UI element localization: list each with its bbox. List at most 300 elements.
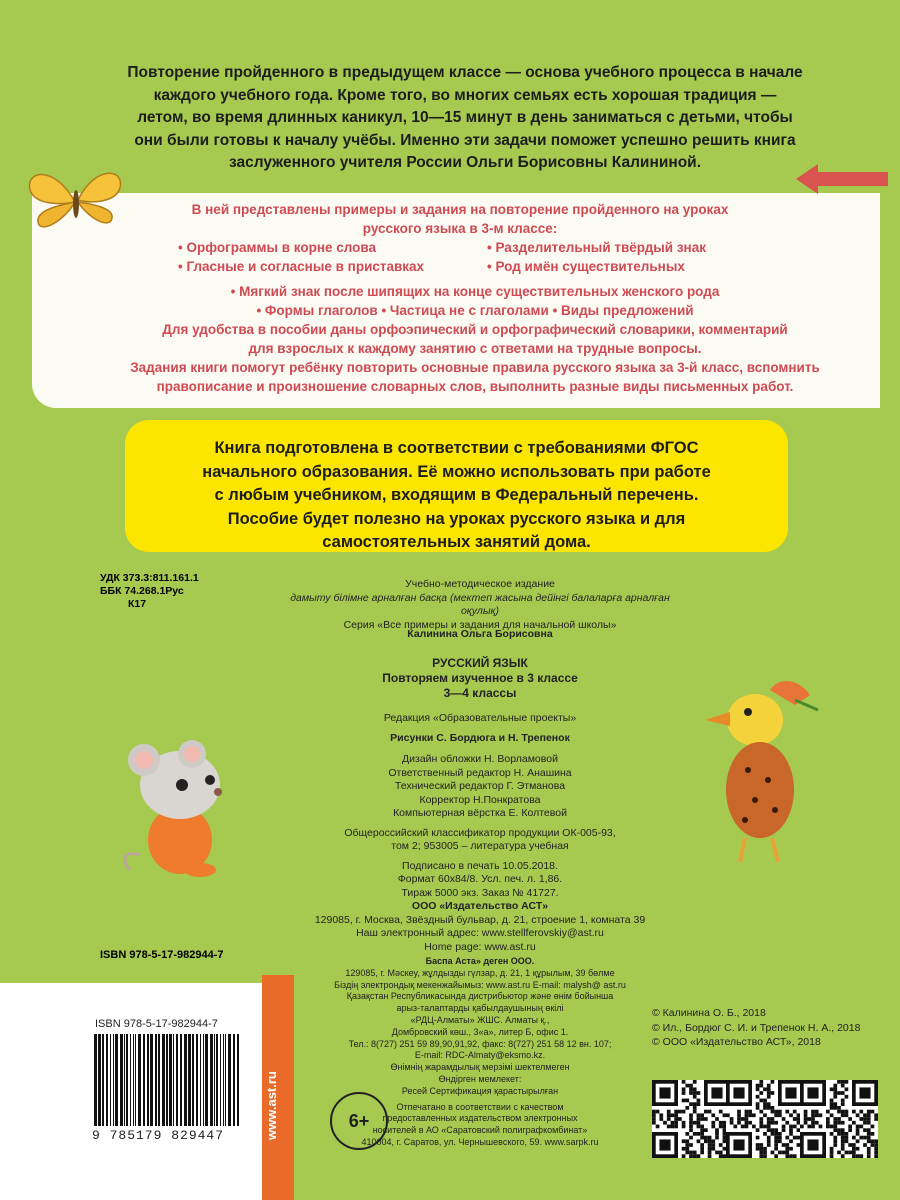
qr-module: [663, 1121, 667, 1125]
qr-module: [674, 1110, 678, 1114]
qr-module: [767, 1087, 771, 1091]
contents-intro-line: русского языка в 3-м классе:: [362, 221, 558, 236]
qr-module: [685, 1139, 689, 1143]
qr-module: [863, 1136, 867, 1140]
qr-module: [700, 1125, 704, 1129]
qr-module: [793, 1125, 797, 1129]
qr-module: [767, 1125, 771, 1129]
qr-module: [771, 1091, 775, 1095]
qr-module: [774, 1136, 778, 1140]
qr-module: [804, 1110, 808, 1114]
barcode-bar: [220, 1034, 221, 1126]
kz-line: Домбровский көш., 3«а», литер Б, офис 1.: [391, 1026, 569, 1037]
qr-module: [693, 1151, 697, 1155]
qr-module: [737, 1113, 741, 1117]
qr-module: [811, 1121, 815, 1125]
qr-module: [682, 1154, 686, 1158]
qr-module: [830, 1151, 834, 1155]
qr-module: [737, 1117, 741, 1121]
qr-module: [715, 1128, 719, 1132]
qr-module: [841, 1143, 845, 1147]
fgos-line: Книга подготовлена в соответствии с требованиями ФГОС: [214, 439, 699, 457]
qr-module: [748, 1113, 752, 1117]
contents-line: Задания книги помогут ребёнку повторить основные правила русского языка за 3-й класс, вспомнить: [130, 360, 820, 375]
barcode-bar: [130, 1034, 131, 1126]
qr-module: [708, 1143, 712, 1147]
kz-line: Біздің электрондық мекенжайымыз: www.ast.ru E-mail: malysh@ ast.ru: [334, 979, 626, 990]
qr-module: [759, 1154, 763, 1158]
qr-module: [841, 1080, 845, 1084]
intro-line: каждого учебного года. Кроме того, во многих семьях есть хорошая традиция —: [153, 86, 777, 104]
qr-module: [789, 1125, 793, 1129]
qr-module: [767, 1091, 771, 1095]
credit-line: Технический редактор Г. Этманова: [394, 780, 566, 792]
qr-module: [711, 1125, 715, 1129]
qr-module: [759, 1151, 763, 1155]
barcode-bar: [196, 1034, 198, 1126]
qr-module: [685, 1151, 689, 1155]
qr-module: [685, 1106, 689, 1110]
qr-module: [848, 1143, 852, 1147]
qr-module: [874, 1143, 878, 1147]
qr-module: [689, 1084, 693, 1088]
topics-right: [487, 238, 706, 276]
barcode-bar: [133, 1034, 134, 1126]
qr-module: [830, 1113, 834, 1117]
qr-module: [774, 1147, 778, 1151]
qr-module: [848, 1125, 852, 1129]
qr-module: [685, 1099, 689, 1103]
qr-module: [830, 1154, 834, 1158]
qr-module: [819, 1125, 823, 1129]
qr-module: [833, 1102, 837, 1106]
qr-module: [782, 1143, 786, 1147]
qr-module: [697, 1132, 701, 1136]
qr-module: [704, 1139, 708, 1143]
contents-line: • Мягкий знак после шипящих на конце существительных женского рода: [230, 284, 720, 299]
isbn-barcode-label: ISBN 978-5-17-982944-7: [95, 1018, 218, 1030]
qr-module: [859, 1136, 863, 1140]
qr-module: [659, 1113, 663, 1117]
qr-module: [830, 1147, 834, 1151]
kz-line: 129085, г. Мәскеу, жұлдызды гүлзар, д. 21, 1 құрылым, 39 бөлме: [345, 967, 615, 978]
qr-module: [841, 1147, 845, 1151]
kz-line: «РДЦ-Алматы» ЖШС. Алматы қ.,: [410, 1014, 550, 1025]
qr-module: [785, 1136, 789, 1140]
qr-module: [830, 1102, 834, 1106]
qr-module: [693, 1106, 697, 1110]
qr-module: [719, 1125, 723, 1129]
qr-module: [811, 1113, 815, 1117]
qr-module: [837, 1121, 841, 1125]
copyright-block: [652, 1006, 860, 1050]
qr-module: [793, 1110, 797, 1114]
qr-module: [767, 1095, 771, 1099]
qr-module: [678, 1110, 682, 1114]
qr-module: [837, 1128, 841, 1132]
qr-module: [763, 1125, 767, 1129]
kz-line: Баспа Аста» деген ООО.: [425, 956, 535, 966]
qr-module: [745, 1125, 749, 1129]
barcode-bar: [135, 1034, 136, 1126]
qr-module: [708, 1139, 712, 1143]
qr-module: [700, 1136, 704, 1140]
qr-module: [689, 1121, 693, 1125]
qr-module: [697, 1154, 701, 1158]
qr-module: [759, 1091, 763, 1095]
qr-module: [693, 1095, 697, 1099]
qr-module: [719, 1110, 723, 1114]
credit-line: Дизайн обложки Н. Ворламовой: [402, 753, 558, 765]
kz-line: предоставленных издательством электронных: [382, 1113, 578, 1124]
qr-module: [771, 1132, 775, 1136]
qr-module: [763, 1132, 767, 1136]
qr-module: [697, 1125, 701, 1129]
qr-module: [704, 1136, 708, 1140]
qr-module: [659, 1117, 663, 1121]
kz-line: Ресей Сертификация қарастырылған: [401, 1085, 559, 1096]
qr-module: [711, 1121, 715, 1125]
qr-module: [711, 1113, 715, 1117]
qr-code-icon[interactable]: [652, 1080, 730, 1158]
qr-module: [685, 1084, 689, 1088]
qr-module: [856, 1125, 860, 1129]
qr-module: [815, 1110, 819, 1114]
qr-module: [652, 1110, 656, 1114]
qr-finder: [785, 1087, 796, 1098]
qr-module: [800, 1125, 804, 1129]
fgos-line: с любым учебником, входящим в Федеральный перечень.: [214, 486, 699, 504]
qr-module: [778, 1113, 782, 1117]
qr-module: [848, 1117, 852, 1121]
fgos-text: [130, 437, 783, 555]
intro-line: заслуженного учителя России Ольги Борисовны Калининой.: [228, 154, 702, 171]
topic-item: • Разделительный твёрдый знак: [487, 240, 706, 255]
qr-finder: [807, 1139, 818, 1150]
qr-module: [700, 1128, 704, 1132]
qr-module: [874, 1113, 878, 1117]
qr-module: [711, 1143, 715, 1147]
qr-module: [778, 1132, 782, 1136]
qr-module: [715, 1132, 719, 1136]
qr-module: [715, 1151, 719, 1155]
arrow-left-icon: [796, 164, 888, 194]
udk-code: УДК 373.3:811.161.1: [100, 572, 199, 584]
qr-module: [708, 1110, 712, 1114]
contents-line: для взрослых к каждому занятию с ответами на трудные вопросы.: [248, 341, 702, 356]
qr-module: [756, 1147, 760, 1151]
qr-module: [682, 1125, 686, 1129]
qr-module: [708, 1154, 712, 1158]
edition-line: Учебно-методическое издание: [405, 578, 555, 590]
qr-module: [752, 1113, 756, 1117]
qr-module: [793, 1154, 797, 1158]
qr-module: [674, 1117, 678, 1121]
copyright-line: © ООО «Издательство АСТ», 2018: [652, 1036, 821, 1048]
credit-line: том 2; 953005 – литература учебная: [391, 840, 569, 852]
qr-module: [697, 1091, 701, 1095]
barcode-bar: [216, 1034, 218, 1126]
barcode-bar: [203, 1034, 204, 1126]
qr-module: [771, 1110, 775, 1114]
qr-module: [774, 1154, 778, 1158]
credit-line: Ответственный редактор Н. Анашина: [388, 766, 572, 779]
qr-module: [793, 1117, 797, 1121]
qr-code-icon[interactable]: [800, 1080, 878, 1158]
publisher-line: 129085, г. Москва, Звёздный бульвар, д. 21, строение 1, комната 39: [314, 913, 646, 926]
qr-module: [667, 1113, 671, 1117]
qr-module: [763, 1106, 767, 1110]
qr-module: [785, 1110, 789, 1114]
qr-module: [767, 1121, 771, 1125]
qr-module: [767, 1128, 771, 1132]
qr-module: [848, 1151, 852, 1155]
qr-module: [837, 1117, 841, 1121]
qr-module: [833, 1121, 837, 1125]
contents-intro: [120, 200, 800, 238]
qr-module: [833, 1091, 837, 1095]
qr-module: [811, 1117, 815, 1121]
qr-module: [841, 1136, 845, 1140]
qr-module: [867, 1154, 871, 1158]
barcode-bar: [180, 1034, 182, 1126]
kz-line: Отпечатано в соответствии с качеством: [396, 1101, 564, 1112]
qr-module: [774, 1121, 778, 1125]
qr-module: [759, 1147, 763, 1151]
intro-line: они были готовы к началу учёбы. Именно эти задачи поможет успешно решить книга: [134, 131, 796, 149]
author-mark: К17: [128, 598, 147, 610]
qr-module: [759, 1084, 763, 1088]
qr-module: [767, 1106, 771, 1110]
qr-module: [745, 1117, 749, 1121]
fgos-line: самостоятельных занятий дома.: [322, 533, 591, 551]
qr-module: [745, 1113, 749, 1117]
qr-finder: [659, 1087, 670, 1098]
qr-module: [689, 1091, 693, 1095]
barcode-bar: [223, 1034, 224, 1126]
qr-module: [837, 1151, 841, 1155]
kz-line: E-mail: RDC-Almaty@eksmo.kz.: [414, 1050, 546, 1061]
qr-module: [719, 1121, 723, 1125]
qr-finder: [711, 1087, 722, 1098]
qr-module: [841, 1154, 845, 1158]
qr-module: [763, 1147, 767, 1151]
qr-module: [833, 1095, 837, 1099]
qr-module: [841, 1091, 845, 1095]
edition-line: дамыту білімне арналған басқа (мектеп жасына дейінгі балаларға арналған оқулық): [290, 591, 670, 617]
qr-module: [856, 1139, 860, 1143]
qr-module: [789, 1147, 793, 1151]
qr-module: [830, 1099, 834, 1103]
barcode-bar: [143, 1034, 145, 1126]
qr-module: [841, 1132, 845, 1136]
qr-module: [682, 1087, 686, 1091]
credits: [270, 712, 690, 900]
qr-module: [689, 1151, 693, 1155]
qr-module: [867, 1113, 871, 1117]
barcode-bar: [94, 1034, 97, 1126]
qr-module: [652, 1121, 656, 1125]
qr-module: [778, 1139, 782, 1143]
qr-module: [682, 1110, 686, 1114]
qr-module: [826, 1117, 830, 1121]
qr-module: [841, 1110, 845, 1114]
qr-module: [867, 1121, 871, 1125]
qr-module: [652, 1117, 656, 1121]
barcode-bar: [166, 1034, 168, 1126]
qr-module: [693, 1091, 697, 1095]
publisher-line: Home page: www.ast.ru: [424, 940, 536, 953]
credit-line: Общероссийский классификатор продукции ОК-005-93,: [344, 826, 616, 839]
isbn-main: ISBN 978-5-17-982944-7: [100, 949, 224, 961]
kz-line: Тел.: 8(727) 251 59 89,90,91,92, факс: 8(727) 251 58 12 вн. 107;: [348, 1038, 612, 1049]
qr-module: [841, 1102, 845, 1106]
intro-line: летом, во время длинных каникул, 10—15 минут в день заниматься с детьми, чтобы: [137, 109, 793, 126]
qr-module: [778, 1110, 782, 1114]
qr-module: [867, 1128, 871, 1132]
contents-description: [95, 282, 855, 396]
publisher-line: Наш электронный адрес: www.stellferovskiy@ast.ru: [356, 927, 604, 939]
qr-module: [737, 1110, 741, 1114]
qr-module: [774, 1110, 778, 1114]
qr-module: [845, 1136, 849, 1140]
qr-module: [756, 1143, 760, 1147]
qr-module: [833, 1117, 837, 1121]
qr-module: [774, 1139, 778, 1143]
qr-finder: [659, 1139, 670, 1150]
qr-module: [767, 1139, 771, 1143]
qr-module: [774, 1113, 778, 1117]
qr-module: [759, 1125, 763, 1129]
qr-module: [748, 1121, 752, 1125]
barcode-bar: [155, 1034, 157, 1126]
qr-module: [807, 1117, 811, 1121]
qr-module: [697, 1102, 701, 1106]
credit-line: Подписано в печать 10.05.2018.: [402, 859, 558, 872]
qr-module: [848, 1128, 852, 1132]
qr-module: [785, 1154, 789, 1158]
qr-module: [697, 1099, 701, 1103]
qr-module: [693, 1121, 697, 1125]
bbk-code: ББК 74.268.1Рус: [100, 585, 184, 597]
barcode-bar: [169, 1034, 172, 1126]
qr-finder: [807, 1087, 818, 1098]
qr-module: [671, 1121, 675, 1125]
barcode-bar: [115, 1034, 118, 1126]
barcode-bar: [188, 1034, 191, 1126]
qr-module: [845, 1080, 849, 1084]
qr-module: [841, 1128, 845, 1132]
qr-module: [689, 1117, 693, 1121]
qr-module: [771, 1117, 775, 1121]
qr-module: [697, 1117, 701, 1121]
qr-module: [674, 1113, 678, 1117]
qr-module: [833, 1139, 837, 1143]
qr-module: [756, 1106, 760, 1110]
kz-line: Өнімнің жарамдылық мерзімі шектелмеген: [390, 1062, 570, 1073]
qr-module: [815, 1121, 819, 1125]
qr-module: [856, 1132, 860, 1136]
qr-module: [845, 1139, 849, 1143]
qr-module: [841, 1099, 845, 1103]
qr-module: [759, 1117, 763, 1121]
qr-finder: [733, 1139, 744, 1150]
publisher-line: ООО «Издательство АСТ»: [411, 900, 549, 912]
qr-module: [785, 1147, 789, 1151]
qr-module: [830, 1132, 834, 1136]
qr-module: [856, 1128, 860, 1132]
book-title: [270, 656, 690, 701]
qr-module: [863, 1117, 867, 1121]
qr-module: [689, 1136, 693, 1140]
qr-module: [874, 1147, 878, 1151]
contents-line: Для удобства в пособии даны орфоэпический и орфографический словарики, комментарий: [162, 322, 788, 337]
qr-module: [852, 1143, 856, 1147]
qr-module: [693, 1080, 697, 1084]
qr-module: [804, 1121, 808, 1125]
qr-module: [730, 1121, 734, 1125]
qr-module: [700, 1132, 704, 1136]
publisher-info: [270, 900, 690, 954]
qr-module: [837, 1110, 841, 1114]
qr-module: [833, 1084, 837, 1088]
credit-line: Формат 60x84/8. Усл. печ. л. 1,86.: [397, 873, 563, 885]
barcode-bar: [200, 1034, 201, 1126]
qr-module: [826, 1125, 830, 1129]
qr-module: [871, 1143, 875, 1147]
kz-line: Қазақстан Республикасында дистрибьютор және өнім бойынша: [346, 991, 614, 1002]
qr-module: [671, 1125, 675, 1129]
qr-module: [767, 1136, 771, 1140]
qr-module: [693, 1154, 697, 1158]
site-link[interactable]: www.ast.ru: [264, 1071, 279, 1140]
qr-module: [756, 1128, 760, 1132]
barcode-number: 9 785179 829447: [92, 1128, 225, 1143]
qr-module: [867, 1117, 871, 1121]
qr-module: [759, 1080, 763, 1084]
qr-module: [837, 1106, 841, 1110]
qr-module: [830, 1087, 834, 1091]
qr-module: [804, 1113, 808, 1117]
qr-module: [807, 1125, 811, 1129]
qr-module: [689, 1154, 693, 1158]
barcode-bar: [192, 1034, 194, 1126]
qr-module: [793, 1136, 797, 1140]
qr-module: [833, 1106, 837, 1110]
contents-line: • Формы глаголов • Частица не с глаголами • Виды предложений: [256, 303, 694, 318]
barcode-bar: [162, 1034, 165, 1126]
barcode-bar: [150, 1034, 153, 1126]
qr-code-icon[interactable]: [726, 1080, 804, 1158]
qr-module: [856, 1154, 860, 1158]
copyright-line: © Калинина О. Б., 2018: [652, 1007, 766, 1019]
qr-module: [845, 1132, 849, 1136]
barcode-bar: [120, 1034, 123, 1126]
qr-module: [715, 1117, 719, 1121]
qr-module: [756, 1095, 760, 1099]
qr-module: [852, 1154, 856, 1158]
qr-module: [819, 1113, 823, 1117]
qr-module: [871, 1132, 875, 1136]
qr-module: [763, 1113, 767, 1117]
qr-module: [789, 1139, 793, 1143]
qr-module: [852, 1121, 856, 1125]
qr-module: [697, 1139, 701, 1143]
title-line: РУССКИЙ ЯЗЫК: [432, 656, 528, 670]
qr-module: [778, 1151, 782, 1155]
barcode-bar: [124, 1034, 125, 1126]
topics-left: [178, 238, 424, 276]
